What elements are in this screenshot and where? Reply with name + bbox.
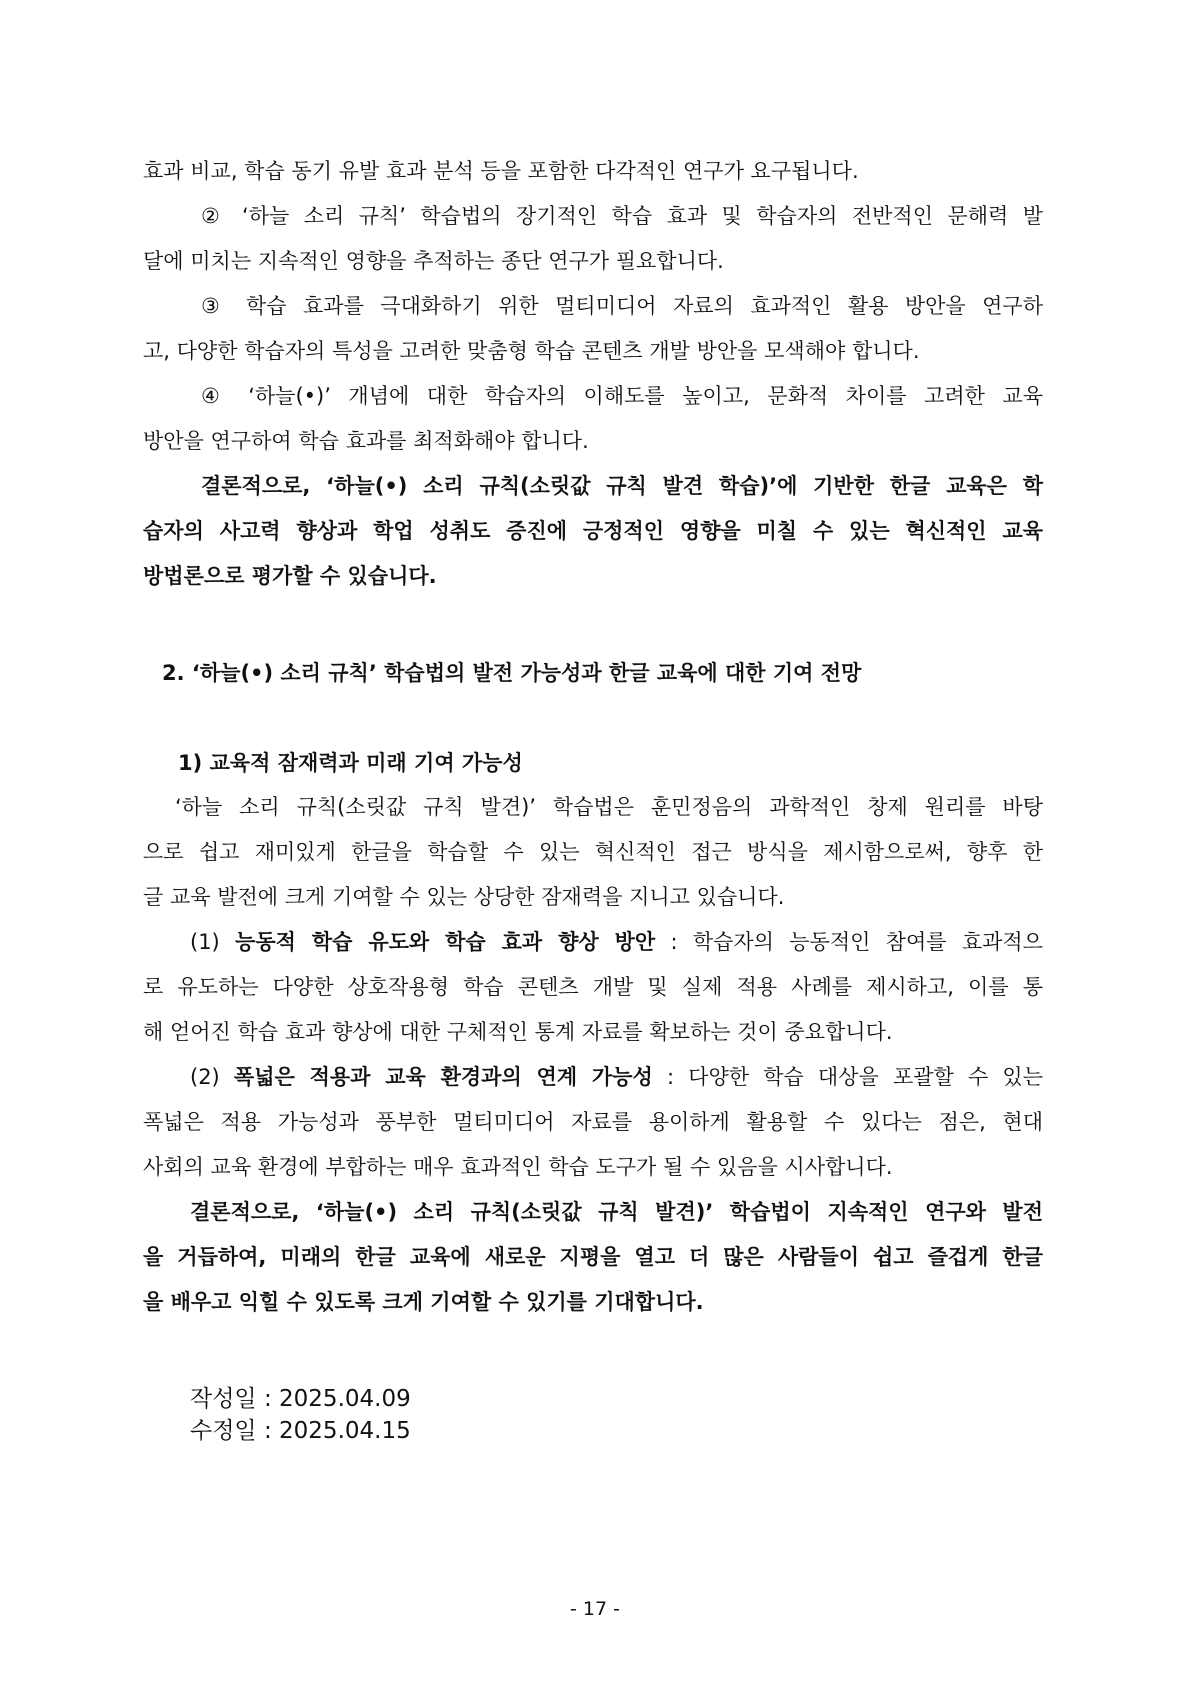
point-1-text: 학습자의 능동적인 참여를 효과적으 bbox=[692, 930, 1043, 954]
revised-date-separator: : bbox=[263, 1418, 272, 1444]
point-2-title: 폭넓은 적용과 교육 환경과의 연계 가능성 bbox=[233, 1065, 653, 1089]
intro-line-1: ‘하늘 소리 규칙(소릿값 규칙 발견)’ 학습법은 훈민정음의 과학적인 창제 원리를 바탕 bbox=[175, 795, 1043, 819]
point-1-line-1 bbox=[190, 927, 1043, 957]
list-item-4-line-2: 방안을 연구하여 학습 효과를 최적화해야 합니다. bbox=[143, 429, 589, 453]
revised-date-row bbox=[190, 1416, 411, 1446]
list-item-2-line-2: 달에 미치는 지속적인 영향을 추적하는 종단 연구가 필요합니다. bbox=[143, 249, 724, 273]
point-2-text: 다양한 학습 대상을 포괄할 수 있는 bbox=[688, 1065, 1043, 1089]
written-date-value: 2025.04.09 bbox=[279, 1386, 411, 1412]
point-2-line-3: 사회의 교육 환경에 부합하는 매우 효과적인 학습 도구가 될 수 있음을 시사합니다. bbox=[143, 1155, 893, 1179]
point-1-number: (1) bbox=[190, 930, 220, 954]
point-1-line-2: 로 유도하는 다양한 상호작용형 학습 콘텐츠 개발 및 실제 적용 사례를 제시하고, 이를 통 bbox=[143, 975, 1043, 999]
written-date-separator: : bbox=[263, 1386, 272, 1412]
conclusion-1-line-1: 결론적으로, ‘하늘(•) 소리 규칙(소릿값 규칙 발견 학습)’에 기반한 한글 교육은 학 bbox=[201, 474, 1043, 498]
list-item-4-line-1: ④ ‘하늘(•)’ 개념에 대한 학습자의 이해도를 높이고, 문화적 차이를 고려한 교육 bbox=[201, 384, 1043, 408]
point-2-separator: : bbox=[666, 1065, 675, 1089]
point-2-line-2: 폭넓은 적용 가능성과 풍부한 멀티미디어 자료를 용이하게 활용할 수 있다는 점은, 현대 bbox=[143, 1110, 1043, 1134]
list-item-3-line-1: ③ 학습 효과를 극대화하기 위한 멀티미디어 자료의 효과적인 활용 방안을 연구하 bbox=[201, 294, 1043, 318]
revised-date-label: 수정일 bbox=[190, 1418, 257, 1444]
conclusion-1-line-2: 습자의 사고력 향상과 학업 성취도 증진에 긍정적인 영향을 미칠 수 있는 혁신적인 교육 bbox=[143, 519, 1043, 543]
written-date-row bbox=[190, 1384, 411, 1414]
intro-line-3: 글 교육 발전에 크게 기여할 수 있는 상당한 잠재력을 지니고 있습니다. bbox=[143, 885, 785, 909]
conclusion-2-line-1: 결론적으로, ‘하늘(•) 소리 규칙(소릿값 규칙 발견)’ 학습법이 지속적인 연구와 발전 bbox=[190, 1200, 1043, 1224]
page-number: - 17 - bbox=[570, 1598, 620, 1620]
point-1-line-3: 해 얻어진 학습 효과 향상에 대한 구체적인 통계 자료를 확보하는 것이 중요합니다. bbox=[143, 1020, 893, 1044]
section-2-title: 2. ‘하늘(•) 소리 규칙’ 학습법의 발전 가능성과 한글 교육에 대한 기여 전망 bbox=[162, 661, 862, 685]
list-item-2-line-1: ② ‘하늘 소리 규칙’ 학습법의 장기적인 학습 효과 및 학습자의 전반적인 문해력 발 bbox=[201, 204, 1043, 228]
subsection-1-title: 1) 교육적 잠재력과 미래 기여 가능성 bbox=[178, 751, 523, 775]
point-2-line-1 bbox=[190, 1062, 1043, 1092]
point-2-number: (2) bbox=[190, 1065, 220, 1089]
list-item-3-line-2: 고, 다양한 학습자의 특성을 고려한 맞춤형 학습 콘텐츠 개발 방안을 모색해야 합니다. bbox=[143, 339, 920, 363]
conclusion-2-line-2: 을 거듭하여, 미래의 한글 교육에 새로운 지평을 열고 더 많은 사람들이 쉽고 즐겁게 한글 bbox=[143, 1245, 1043, 1269]
written-date-label: 작성일 bbox=[190, 1386, 257, 1412]
conclusion-2-line-3: 을 배우고 익힐 수 있도록 크게 기여할 수 있기를 기대합니다. bbox=[143, 1290, 704, 1314]
paragraph-line: 효과 비교, 학습 동기 유발 효과 분석 등을 포함한 다각적인 연구가 요구됩니다. bbox=[143, 159, 859, 183]
revised-date-value: 2025.04.15 bbox=[279, 1418, 411, 1444]
intro-line-2: 으로 쉽고 재미있게 한글을 학습할 수 있는 혁신적인 접근 방식을 제시함으로써, 향후 한 bbox=[143, 840, 1043, 864]
conclusion-1-line-3: 방법론으로 평가할 수 있습니다. bbox=[143, 564, 437, 588]
point-1-title: 능동적 학습 유도와 학습 효과 향상 방안 bbox=[235, 930, 656, 954]
point-1-separator: : bbox=[670, 930, 678, 954]
